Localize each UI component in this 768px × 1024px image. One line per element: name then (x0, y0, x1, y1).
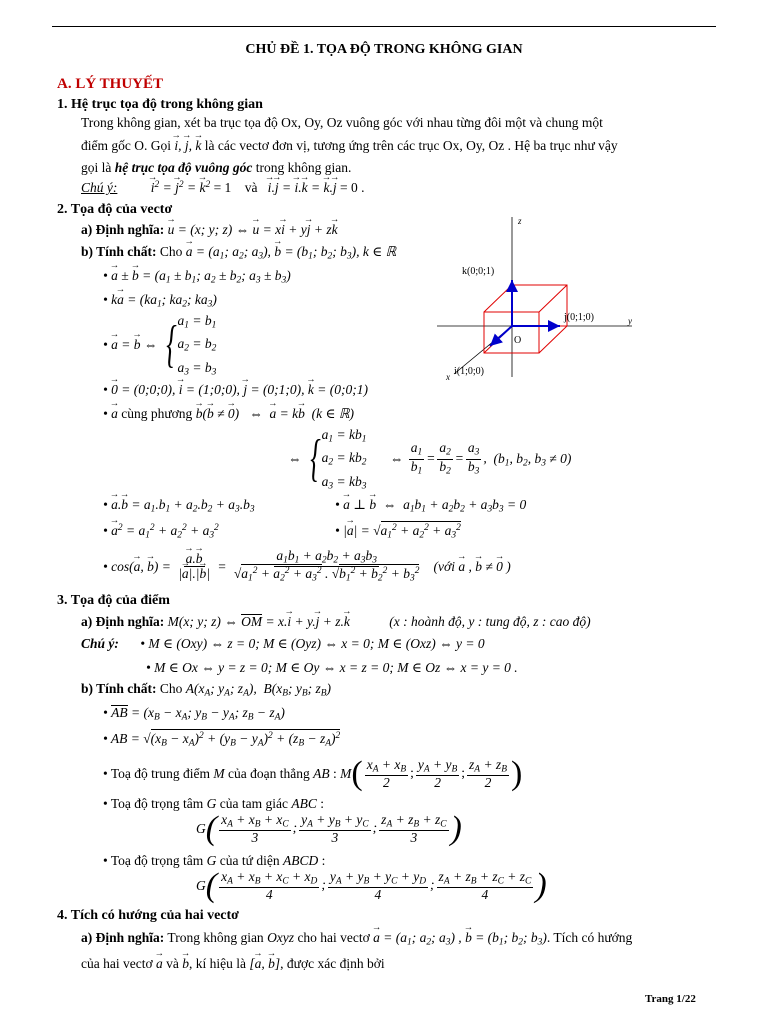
x-label: x (446, 372, 450, 382)
prop-midpoint: • Toạ độ trung điểm M của đoạn thẳng AB : M( $\frac{x_A + x_B}{2}$ ; $\frac{y_A + y_B}{2}$ ; $\frac{z_A + z_B}{2}$ ) (103, 755, 523, 792)
coordinate-system-figure (432, 212, 642, 384)
definition-label: a) Định nghĩa: (81, 930, 165, 945)
properties-text: Cho (159, 244, 183, 259)
section-3-definition: a) Định nghĩa: M(x; y; z) ⇔ OM = x.→ i + y.→ j + z.→ k (x : hoành độ, y : tung độ, z : cao độ) (81, 614, 591, 630)
section-3-heading: 3. Tọa độ của điểm (57, 593, 170, 608)
note-label: Chú ý: (81, 180, 118, 196)
section-4-heading: 4. Tích có hướng của hai vectơ (57, 908, 239, 923)
prop-tetra-formula: G( $\frac{x_A + x_B + x_C + x_D}{4}$ ; $\frac{y_A + y_B + y_C + y_D}{4}$ ; $\frac{z_A + z_B + z_C + z_C}{4}$ ) (196, 867, 547, 904)
definition-note: (x : hoành độ, y : tung độ, z : cao độ) (389, 614, 591, 629)
section-1-heading: 1. Hệ trục tọa độ trong không gian (57, 97, 263, 112)
line2-text-b: và (166, 956, 179, 971)
with-text: (với (433, 558, 455, 574)
centroid-text-2: của tam giác (219, 796, 288, 811)
prop-centroid-formula: G( $\frac{x_A + x_B + x_C}{3}$ ; $\frac{y_A + y_B + y_C}{3}$ ; $\frac{z_A + z_B + z_C}{3}$ ) (196, 810, 462, 847)
properties-label: b) Tính chất: (81, 244, 157, 259)
section-2-heading: 2. Tọa độ của vectơ (57, 202, 173, 217)
def-text-3: . Tích có hướng (546, 930, 633, 945)
section-3-note-2: • M ∈ Ox ⇔ y = z = 0; M ∈ Oy ⇔ x = z = 0; M ∈ Oz ⇔ x = y = 0 . (146, 660, 518, 675)
prop-scalar: • $k\to a = (ka_1$; $ka_2$; $ka_3$) (103, 292, 217, 309)
p2-text-b: là các vectơ đơn vị, tương ứng trên các trục Ox, Oy, Oz . Hệ ba trục như vậy (204, 138, 618, 153)
midpoint-text-2: của đoạn thẳng (228, 766, 310, 781)
p3-text-a: gọi là (81, 160, 112, 175)
section-a-heading: A. LÝ THUYẾT (57, 76, 163, 92)
section-1-paragraph-3 (81, 160, 351, 176)
tetra-text: Toạ độ trọng tâm (110, 853, 204, 868)
i-label: i(1;0;0) (454, 366, 484, 377)
j-label: j(0;1;0) (564, 312, 594, 323)
prop-perpendicular: • → a ⊥ → b ⇔ $a_1b_1 + a_2b_2 + a_3b_3 = 0$ (335, 497, 526, 514)
page-title: CHỦ ĐỀ 1. TỌA ĐỘ TRONG KHÔNG GIAN (245, 42, 523, 57)
section-1-paragraph-1: Trong không gian, xét ba trục tọa độ Ox, Oy, Oz vuông góc với nhau từng đôi một và chung một (81, 115, 603, 130)
top-rule (52, 26, 716, 27)
line2-text-d: , được xác định bởi (280, 956, 385, 971)
properties-text: Cho (159, 681, 183, 696)
page-number: Trang 1/22 (645, 993, 696, 1005)
prop-collinear-system: ⇔ { $a_1 = kb_1$ $a_2 = kb_2$ $a_3 = kb_3$ ⇔ $\frac{a_1}{b_1}$ = $\frac{a_2}{b_2}$ = $\frac{a_3}{b_3}$ , ($b_1$, $b_2$, $b_3 \ne 0$) (288, 427, 572, 492)
y-label: y (628, 316, 632, 326)
i-vector (490, 326, 512, 346)
z-label: z (518, 216, 522, 226)
section-4-definition: a) Định nghĩa: Trong không gian Oxyz cho hai vectơ → $a = (a_1$; $a_2$; $a_3$) , → $b = (b_1$; $b_2$; $b_3$). Tích có hướng (81, 930, 632, 947)
section-2-definition: a) Định nghĩa: → u = (x; y; z) ⇔ → u = x→ i + y→ j + z→ k (81, 222, 338, 238)
section-2-properties: b) Tính chất: Cho → $a = (a_1$; $a_2$; $a_3$), → $b = (b_1$; $b_2$; $b_3$), k ∈ ℝ (81, 244, 396, 261)
section-3-properties: b) Tính chất: Cho $A(x_A$; $y_A$; $z_A$), $B(x_B$; $y_B$; $z_B$) (81, 681, 331, 699)
prop-ab-length: • AB = $√(x_B - x_A)^2 + (y_B - y_A)^2 + (z_B - z_A)^2$ (103, 731, 341, 749)
prop-equal: • → a = → b ⇔ { $a_1 = b_1$ $a_2 = b_2$ $a_3 = b_3$ (103, 310, 216, 380)
line2-text-c: , kí hiệu là (188, 956, 246, 971)
prop-unit-vectors: • → 0 = (0;0;0), → i = (1;0;0), → j = (0;1;0), → k = (0;0;1) (103, 382, 368, 398)
definition-label: a) Định nghĩa: (81, 222, 165, 237)
prop-ab-vector: • AB = ($x_B - x_A$; $y_B - y_A$; $z_B - z_A$) (103, 705, 285, 723)
collinear-text: cùng phương (121, 406, 193, 421)
prop-tetra-label: • Toạ độ trọng tâm G của tứ diện ABCD : (103, 853, 326, 868)
note-label: Chú ý: (81, 636, 119, 651)
section-1-note: Chú ý: → $i^2$ = → $j^2$ = → $k^2 = 1$ và → i.→ j = → i.→ k = → k.→ j = 0 . (81, 180, 364, 196)
prop-magnitude: • |→ $a| = √a_1^2 + a_2^2 + a_3^2$ (335, 523, 461, 541)
section-1-paragraph-2: điểm gốc O. Gọi → i, → j, → k là các vectơ đơn vị, tương ứng trên các trục Ox, Oy, Oz . Hệ ba trục như vậy (81, 138, 618, 154)
origin-label: O (514, 335, 522, 346)
def-text-1: Trong không gian (167, 930, 264, 945)
def-text-2: cho hai vectơ (297, 930, 370, 945)
prop-square: • → $a^2 = a_1^2 + a_2^2 + a_3^2$ (103, 523, 219, 541)
definition-label: a) Định nghĩa: (81, 614, 165, 629)
tetra-text-2: của tứ diện (219, 853, 280, 868)
p3-text-c: trong không gian. (255, 160, 352, 175)
prop-centroid-label: • Toạ độ trọng tâm G của tam giác ABC : (103, 796, 325, 811)
prop-collinear: • → a cùng phương → b(→ b ≠ → 0) ⇔ → a = k→ b (k ∈ ℝ) (103, 406, 354, 422)
properties-label: b) Tính chất: (81, 681, 157, 696)
k-label: k(0;0;1) (462, 266, 495, 277)
with-end: ) (506, 558, 511, 574)
midpoint-text: Toạ độ trung điểm (110, 766, 211, 781)
p2-text-a: điểm gốc O. Gọi (81, 138, 171, 153)
prop-cosine: • cos(→ a, → b) = → $\frac{a.\to b}{|\to a|.|\to b|}$ = $\frac{a_1b_1 + a_2b_2 + a_3b_3}{√a_1^2 + a_2^2 + a_3^2 . √b_1^2 + b_2^2 + b_3^2}$ (với → a , → b ≠ → 0 ) (103, 549, 511, 585)
section-3-note-1: Chú ý: • M ∈ (Oxy) ⇔ z = 0; M ∈ (Oyz) ⇔ x = 0; M ∈ (Oxz) ⇔ y = 0 (81, 636, 485, 651)
line2-text-a: của hai vectơ (81, 956, 153, 971)
centroid-text: Toạ độ trọng tâm (110, 796, 204, 811)
prop-dot-product: • → $a.\to b = a_1.b_1 + a_2.b_2 + a_3.b_3$ (103, 497, 255, 514)
unit-cube (484, 285, 567, 353)
p3-emphasis: hệ trục tọa độ vuông góc (114, 160, 253, 175)
prop-sum: • → a ± → $b = (a_1 \pm b_1$; $a_2 \pm b_2$; $a_3 \pm b_3$) (103, 268, 291, 285)
section-4-line-2: của hai vectơ → a và → b, kí hiệu là [→ a, → b], được xác định bởi (81, 956, 385, 972)
